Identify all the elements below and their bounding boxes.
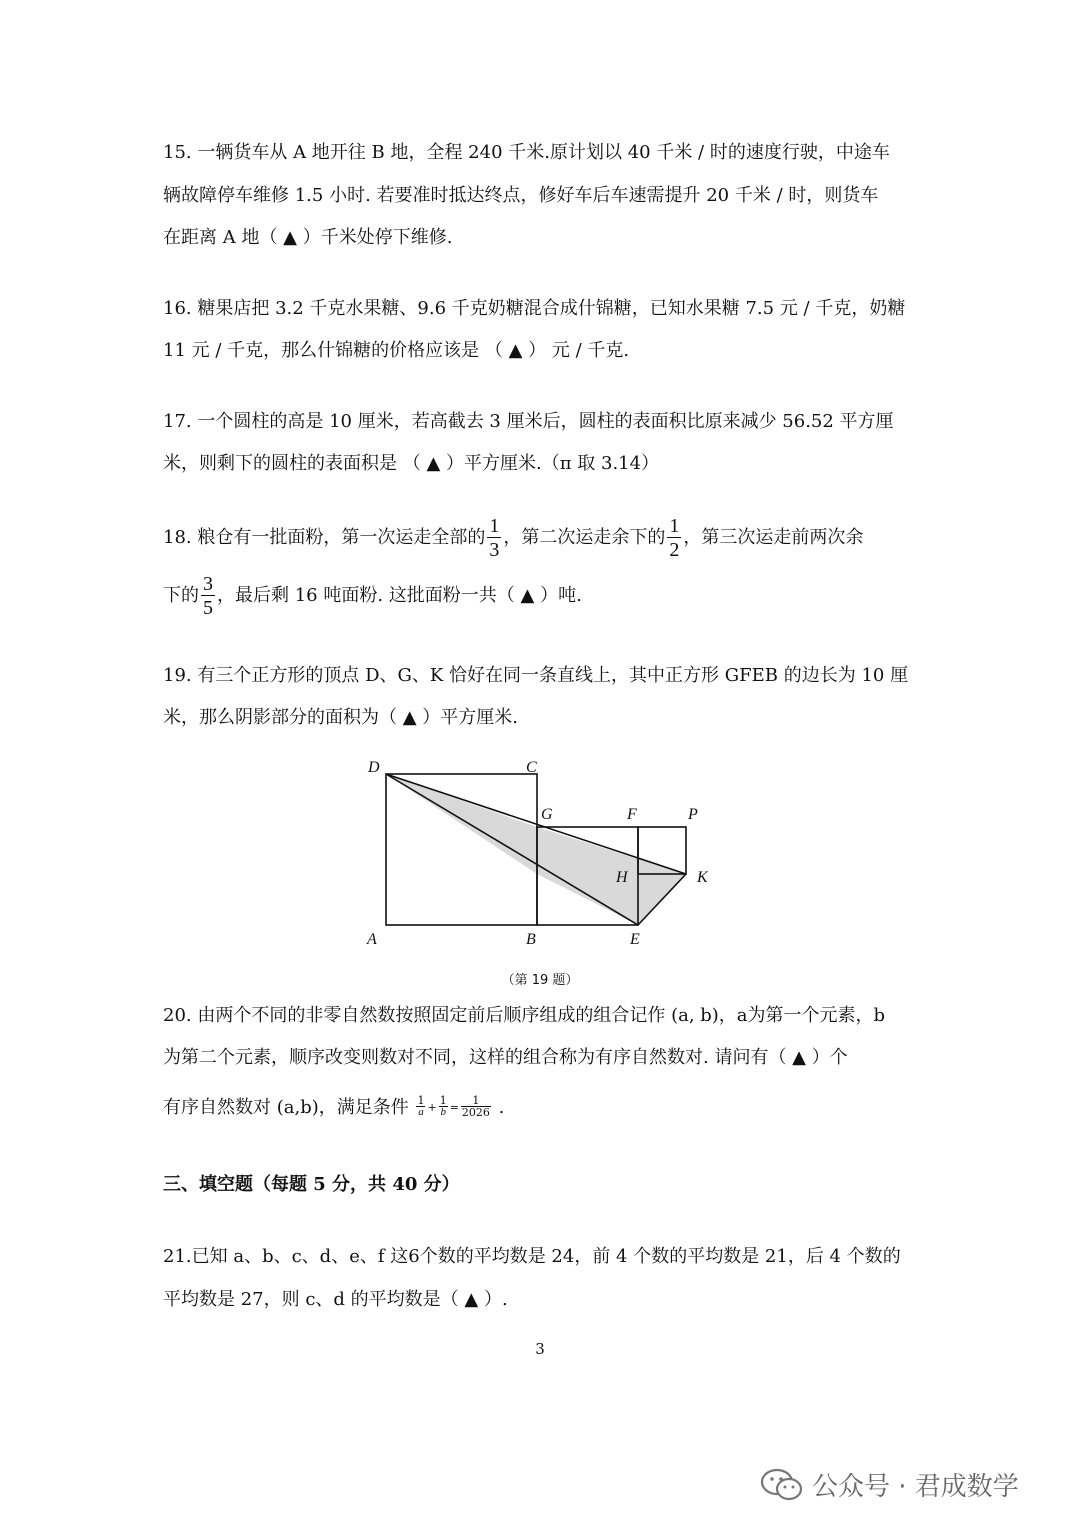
q18-text-2: ，第二次运走余下的 xyxy=(503,527,666,548)
q18-text-5: ，最后剩 16 吨面粉. 这批面粉一共（ ▲ ）吨. xyxy=(217,585,582,606)
label-P: P xyxy=(688,806,698,823)
q16-line-2: 11 元 / 千克，那么什锦糖的价格应该是 （ ▲ ） 元 / 千克. xyxy=(163,340,630,361)
fraction-one-half: $\frac{1}{2}$ xyxy=(669,515,680,561)
fraction-1-over-a: $\frac{1}{a}$ xyxy=(417,1093,425,1118)
q20-text-3: 有序自然数对 (a,b)，满足条件 xyxy=(163,1097,415,1118)
wechat-icon xyxy=(760,1468,804,1502)
fraction-one-third: $\frac{1}{3}$ xyxy=(489,515,500,561)
page-number: 3 xyxy=(535,1340,545,1358)
section-heading: 三、填空题（每题 5 分，共 40 分） xyxy=(163,1174,460,1195)
q20-line-3 xyxy=(163,1093,505,1122)
fraction-1-over-2026: $\frac{1}{2026}$ xyxy=(461,1093,490,1119)
shaded-region xyxy=(386,774,686,925)
q17-line-1: 17. 一个圆柱的高是 10 厘米，若高截去 3 厘米后，圆柱的表面积比原来减少 56.52 平方厘 xyxy=(163,411,894,432)
figure-caption: （第 19 题） xyxy=(501,973,579,988)
q16-line-1: 16. 糖果店把 3.2 千克水果糖、9.6 千克奶糖混合成什锦糖，已知水果糖 7.5 元 / 千克，奶糖 xyxy=(163,298,906,319)
label-G: G xyxy=(541,806,553,823)
equals-sign: = xyxy=(449,1101,459,1114)
q15-line-3: 在距离 A 地（ ▲ ）千米处停下维修. xyxy=(163,227,453,248)
fraction-three-fifths: $\frac{3}{5}$ xyxy=(203,573,213,619)
label-K: K xyxy=(697,869,708,886)
plus-sign: + xyxy=(427,1101,437,1114)
watermark xyxy=(760,1466,1019,1503)
label-D: D xyxy=(368,759,380,776)
q19-line-1: 19. 有三个正方形的顶点 D、G、K 恰好在同一条直线上，其中正方形 GFEB 的边长为 10 厘 xyxy=(163,665,909,686)
q20-line-1: 20. 由两个不同的非零自然数按照固定前后顺序组成的组合记作 (a, b)，a为第一个元素，b xyxy=(163,1005,886,1026)
q19-line-2: 米，那么阴影部分的面积为（ ▲ ）平方厘米. xyxy=(163,707,519,728)
label-H: H xyxy=(616,869,628,886)
q15-line-2: 辆故障停车维修 1.5 小时. 若要准时抵达终点，修好车后车速需提升 20 千米 / 时，则货车 xyxy=(163,185,879,206)
label-A: A xyxy=(367,931,377,948)
q20-line-2: 为第二个元素，顺序改变则数对不同，这样的组合称为有序自然数对. 请问有（ ▲ ）个 xyxy=(163,1047,848,1068)
q17-line-2: 米，则剩下的圆柱的表面积是 （ ▲ ）平方厘米.（π 取 3.14） xyxy=(163,453,660,474)
q20-end: . xyxy=(492,1097,505,1118)
q18-text-1: 18. 粮仓有一批面粉，第一次运走全部的 xyxy=(163,527,486,548)
label-B: B xyxy=(526,931,536,948)
fraction-1-over-b: $\frac{1}{b}$ xyxy=(439,1093,447,1118)
q15-line-1: 15. 一辆货车从 A 地开往 B 地，全程 240 千米.原计划以 40 千米 / 时的速度行驶，中途车 xyxy=(163,142,890,163)
q18-text-4: 下的 xyxy=(163,585,199,606)
watermark-text: 公众号 · 君成数学 xyxy=(812,1472,1019,1502)
label-C: C xyxy=(526,759,537,776)
q21-line-1: 21.已知 a、b、c、d、e、f 这6个数的平均数是 24，前 4 个数的平均数是 21，后 4 个数的 xyxy=(163,1246,901,1267)
q18-text-3: ，第三次运走前两次余 xyxy=(683,527,864,548)
label-F: F xyxy=(627,806,637,823)
label-E: E xyxy=(630,931,640,948)
q21-line-2: 平均数是 27，则 c、d 的平均数是（ ▲ ）. xyxy=(163,1289,508,1310)
